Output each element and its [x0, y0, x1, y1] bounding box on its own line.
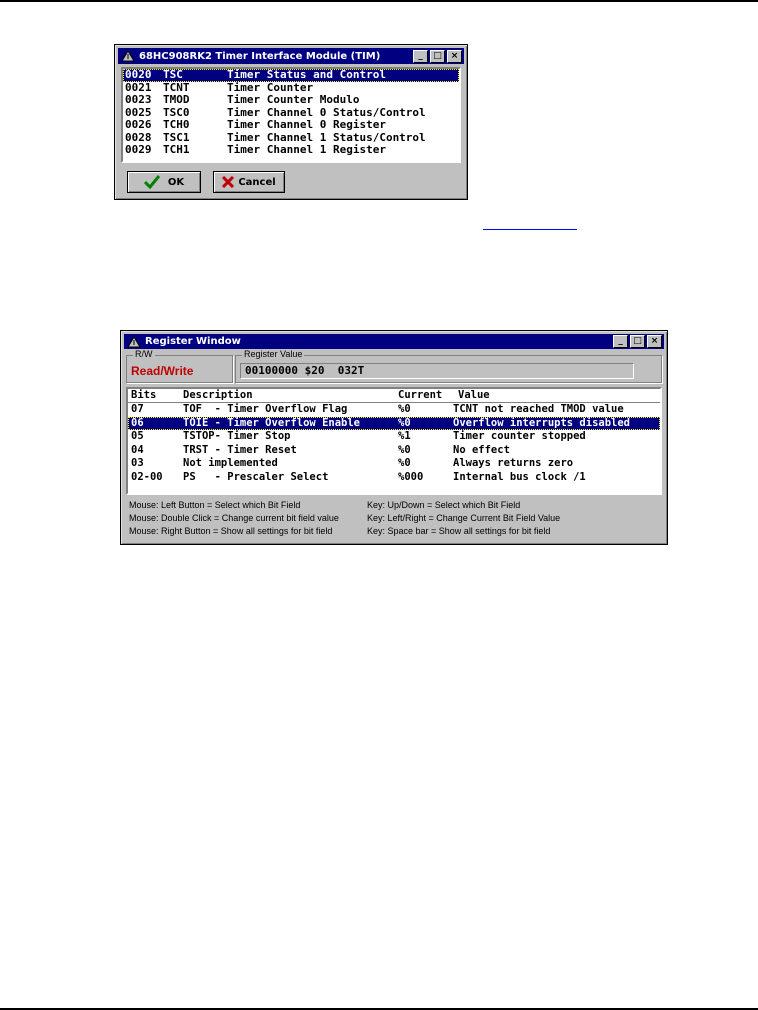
- register-list-item[interactable]: [123, 94, 459, 107]
- bit-field-row[interactable]: [128, 403, 660, 417]
- rw-value: Read/Write: [131, 364, 194, 378]
- register-name: TSC: [163, 68, 183, 81]
- register-desc: Timer Status and Control: [227, 68, 386, 81]
- bit-field-current: %1: [398, 430, 411, 442]
- checkmark-icon: [144, 175, 160, 189]
- tim-dialog-titlebar[interactable]: [118, 48, 464, 64]
- app-icon: [121, 50, 135, 62]
- rw-label: R/W: [135, 349, 153, 359]
- maximize-icon[interactable]: □: [630, 335, 645, 348]
- register-value-group: [235, 349, 662, 383]
- help-line: Key: Space bar = Show all settings for bit field: [367, 526, 551, 536]
- register-desc: Timer Counter Modulo: [227, 93, 360, 106]
- help-left: [129, 499, 339, 538]
- bit-field-value: Timer counter stopped: [453, 430, 586, 442]
- bit-field-row[interactable]: [128, 471, 660, 485]
- hyperlink-underline[interactable]: [483, 229, 577, 230]
- rw-group: [126, 349, 233, 383]
- bit-field-description: TOF - Timer Overflow Flag: [183, 403, 348, 415]
- register-list-item[interactable]: [123, 69, 459, 82]
- help-line: Key: Left/Right = Change Current Bit Field Value: [367, 513, 561, 523]
- bit-field-value: Overflow interrupts disabled: [453, 416, 631, 429]
- register-addr: 0025: [125, 105, 152, 119]
- bit-field-bits: 02-00: [131, 470, 163, 483]
- x-icon: [222, 176, 234, 188]
- register-window: [120, 330, 668, 545]
- bit-field-bits: 05: [131, 430, 144, 442]
- bit-field-current: %0: [398, 443, 411, 456]
- ok-label: OK: [167, 176, 185, 188]
- bit-field-description: TOIE - Timer Overflow Enable: [183, 416, 361, 429]
- minimize-icon[interactable]: _: [613, 335, 628, 348]
- bit-field-value: Internal bus clock /1: [453, 470, 586, 483]
- register-list-item[interactable]: [123, 144, 459, 157]
- minimize-icon[interactable]: _: [413, 50, 428, 63]
- bit-field-value: No effect: [453, 443, 510, 456]
- register-list[interactable]: [121, 67, 461, 163]
- register-value-label: Register Value: [244, 349, 303, 359]
- page-top-rule: [0, 0, 758, 2]
- bit-field-bits: 06: [131, 416, 144, 429]
- register-addr: 0020: [125, 68, 152, 81]
- header-description: Description: [183, 389, 253, 401]
- bit-field-current: %0: [398, 457, 411, 469]
- bit-field-current: %000: [398, 470, 424, 483]
- bit-field-description: TSTOP- Timer Stop: [183, 430, 291, 442]
- close-icon[interactable]: ×: [647, 335, 662, 348]
- ok-button[interactable]: [127, 171, 201, 193]
- help-line: Key: Up/Down = Select which Bit Field: [367, 500, 521, 510]
- bit-field-row[interactable]: [128, 457, 660, 471]
- register-desc: Timer Counter: [227, 80, 314, 94]
- register-addr: 0023: [125, 93, 152, 106]
- help-line: Mouse: Left Button = Select which Bit Field: [129, 500, 301, 510]
- cancel-label: Cancel: [238, 176, 276, 188]
- bit-field-current: %0: [398, 416, 411, 429]
- register-addr: 0021: [125, 80, 152, 94]
- register-desc: Timer Channel 0 Status/Control: [227, 105, 426, 119]
- register-list-item[interactable]: [123, 119, 459, 132]
- app-icon: [127, 336, 141, 348]
- help-right: [367, 499, 560, 538]
- bit-field-description: TRST - Timer Reset: [183, 443, 297, 456]
- bit-field-row[interactable]: [128, 417, 660, 431]
- bit-field-value: TCNT not reached TMOD value: [453, 403, 624, 415]
- register-name: TCH1: [163, 143, 190, 156]
- header-value: Value: [458, 389, 490, 401]
- help-line: Mouse: Double Click = Change current bit field value: [129, 513, 339, 523]
- bit-field-current: %0: [398, 403, 411, 415]
- register-value-field: [240, 363, 634, 379]
- header-current: Current: [398, 389, 443, 401]
- register-desc: Timer Channel 0 Register: [227, 118, 386, 131]
- register-addr: 0026: [125, 118, 152, 131]
- help-line: Mouse: Right Button = Show all settings for bit field: [129, 526, 333, 536]
- bit-field-description: PS - Prescaler Select: [183, 470, 329, 483]
- bit-field-row[interactable]: [128, 430, 660, 444]
- bit-field-bits: 07: [131, 403, 144, 415]
- register-window-title: Register Window: [145, 336, 241, 347]
- close-icon[interactable]: ×: [447, 50, 462, 63]
- register-addr: 0029: [125, 143, 152, 156]
- register-value-text: 00100000 $20 032T: [245, 364, 365, 377]
- bit-field-bits: 03: [131, 457, 144, 469]
- register-addr: 0028: [125, 130, 152, 144]
- register-name: TSC0: [163, 105, 190, 119]
- register-name: TMOD: [163, 93, 190, 106]
- register-name: TCNT: [163, 80, 190, 94]
- cancel-button[interactable]: [213, 171, 285, 193]
- register-desc: Timer Channel 1 Register: [227, 143, 386, 156]
- bit-field-value: Always returns zero: [453, 457, 574, 469]
- maximize-icon[interactable]: □: [430, 50, 445, 63]
- bit-field-list[interactable]: [126, 387, 662, 495]
- bit-field-bits: 04: [131, 443, 144, 456]
- bit-field-description: Not implemented: [183, 457, 278, 469]
- tim-dialog-title: 68HC908RK2 Timer Interface Module (TIM): [139, 50, 381, 62]
- tim-dialog: [114, 44, 468, 200]
- register-desc: Timer Channel 1 Status/Control: [227, 130, 426, 144]
- bit-field-header: [128, 389, 660, 403]
- bit-field-row[interactable]: [128, 444, 660, 458]
- register-name: TSC1: [163, 130, 190, 144]
- header-bits: Bits: [131, 389, 157, 401]
- register-window-titlebar[interactable]: [124, 334, 664, 349]
- register-name: TCH0: [163, 118, 190, 131]
